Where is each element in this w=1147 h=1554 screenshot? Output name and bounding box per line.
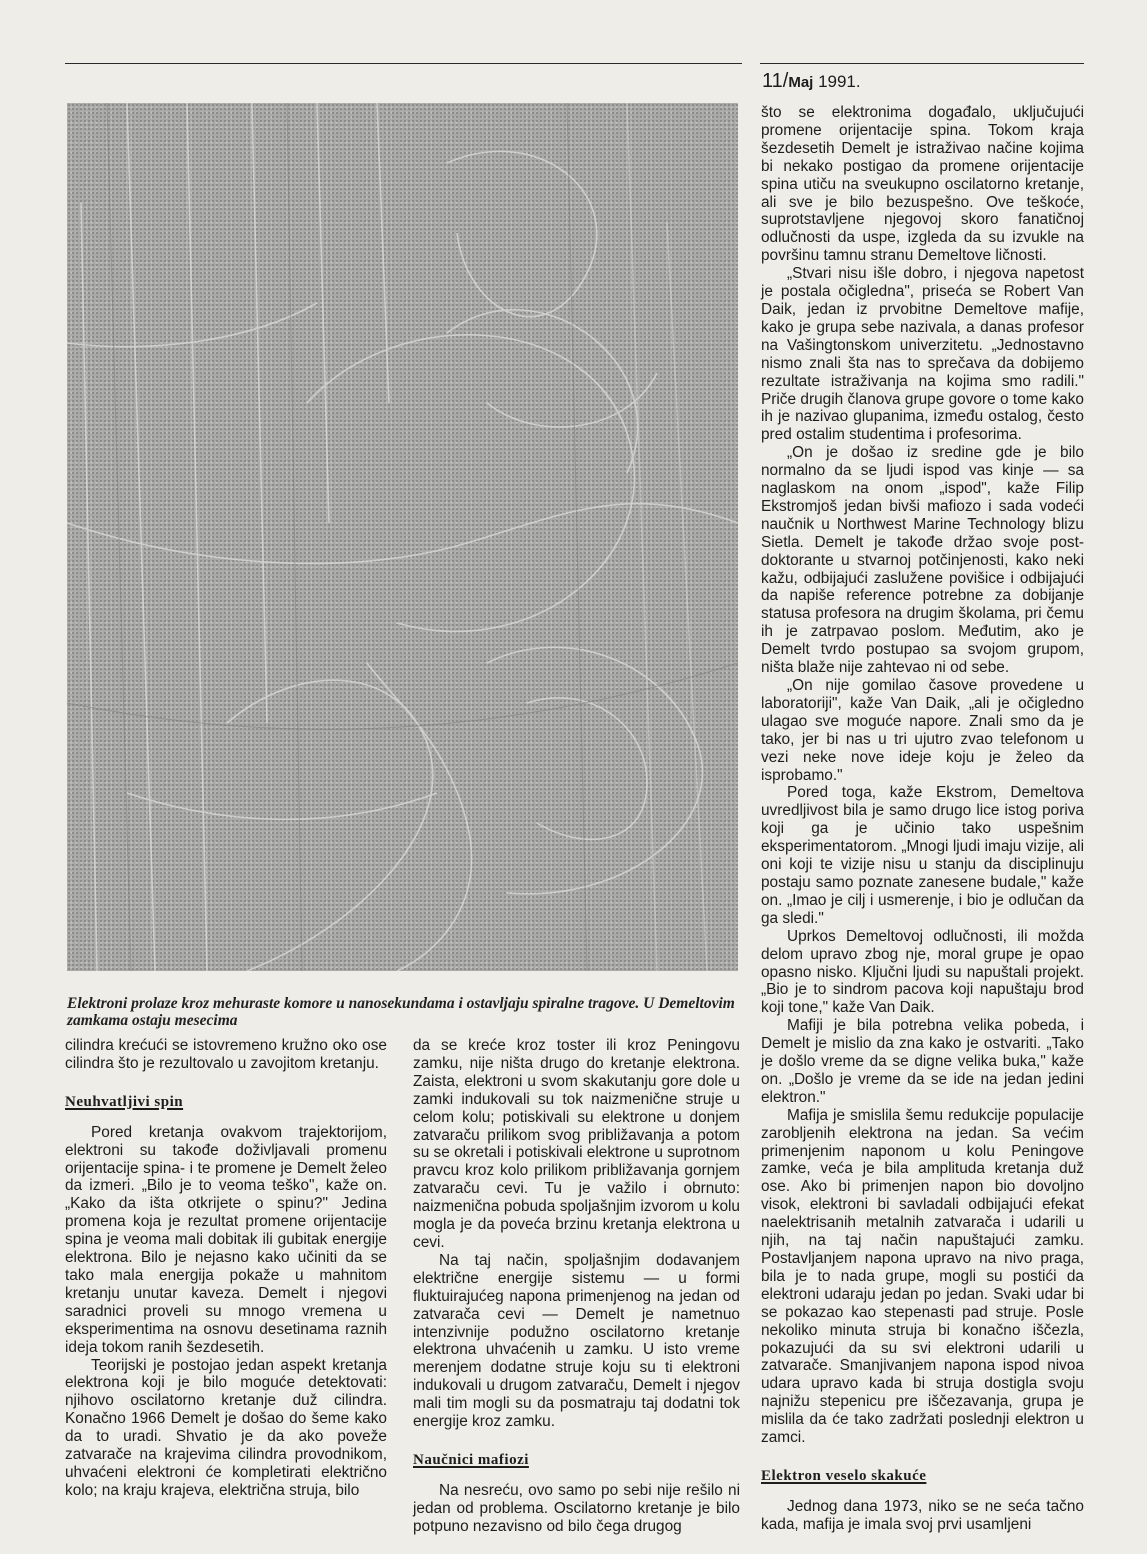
top-rule-left [65, 63, 742, 64]
paragraph: Pored kretanja ovakvom trajektorijom, elektroni su takođe doživljavali promenu orijentacije spina- i te promene je Demelt želeo da izmeri. „Bilo je to veoma teško", kaže on. „Kako da išta otkrijete o spinu?" Jedina promena koja je rezultat promene orijentacije spina je veoma mali dobitak ili gubitak energije elektrona. Bilo je nejasno kako učiniti da se tako mala energija pokaže u mahnitom kretanju unutar kaveza. Demelt i njegovi saradnici proveli su mnogo vremena u eksperimentima na osnovu desetinama raznih ideja tokom ranih šezdesetih. [65, 1123, 387, 1356]
paragraph: što se elektronima događalo, uključujući promene orijentacije spina. Tokom kraja šezdesetih Demelt je istraživao načine kojima bi nekako postigao da promene orijentacije spina utiču na sveukupno oscilatorno kretanje, ali sve je bilo bezuspešno. Ove teškoće, suprotstavljene njegovoj skoro fanatičnoj odlučnosti da uspe, izgleda da su izvukle na površinu tamnu stranu Demeltove ličnosti. [761, 104, 1084, 265]
paragraph: Na taj način, spoljašnjim dodavanjem električne energije sistemu — u formi fluktuirajućeg napona primenjenog na jedan od zatvarača cevi — Demelt je nametnuo intenzivnije podužno oscilatorno kretanje elektrona uhvaćenih u zamku. U isto vreme merenjem dodatne struje koju su ti elektroni indukovali u drugom zatvaraču, Demelt i njegov mali tim mogli su da posmatraju taj dodatni tok energije kroz zamku. [413, 1251, 740, 1431]
top-rule-right [760, 63, 1084, 64]
paragraph: „On je došao iz sredine gde je bilo normalno da se ljudi ispod vas kinje — sa naglaskom na onom „ispod", kaže Filip Ekstromjoš jedan bivši mafiozo i sada vodeći naučnik u Northwest Marine Technology blizu Sietla. Demelt je takođe držao svoje post-doktorante u stvarnoj potčinjenosti, kako neki kažu, odbijajući zaslužene povišice i odbijajući da napiše reference potrebne za dobijanje statusa profesora na drugim školama, pri čemu ih je zatrpavao poslom. Međutim, ako je Demelt tvrdo postupao sa svojom grupom, ništa blaže nije zahtevao ni od sebe. [761, 444, 1084, 677]
paragraph: Na nesreću, ovo samo po sebi nije rešilo ni jedan od problema. Oscilatorno kretanje je bilo potpuno nezavisno od bilo čega drugog [413, 1481, 740, 1535]
photo-caption: Elektroni prolaze kroz mehuraste komore u nanosekundama i ostavljaju spiralne tragove. U Demeltovim zamkama ostaju mesecima [67, 995, 735, 1029]
paragraph: „On nije gomilao časove provedene u laboratoriji", kaže Van Daik, „ali je očigledno ulagao sve moguće napore. Znali smo da je tako, jer bi nas u tri ujutro zvao telefonom u vezi neke nove ideje koju je želeo da isprobamo." [761, 677, 1084, 784]
column-3 [761, 104, 1084, 1534]
issue-month: Maj [788, 74, 814, 91]
section-heading-naucnici-mafiozi: Naučnici mafiozi [413, 1451, 529, 1468]
paragraph: Uprkos Demeltovoj odlučnosti, ili možda delom upravo zbog nje, moral grupe je opao opasno nisko. Ključni ljudi su napuštali projekt. „Bio je to sindrom pacova koji napuštaju brod koji tone," kaže Van Daik. [761, 927, 1084, 1017]
bubble-chamber-photo [67, 103, 738, 971]
section-heading-neuhvatljivi-spin: Neuhvatljivi spin [65, 1093, 184, 1110]
section-heading-elektron-veselo-skakuce: Elektron veselo skakuće [761, 1467, 927, 1484]
issue-number: 11/ [762, 70, 789, 92]
paragraph: da se kreće kroz toster ili kroz Peningovu zamku, nije ništa drugo do kretanje elektrona. Zaista, elektroni u svom skakutanju gore dole u zamki indukovali su tok naizmenične struje u celom kolu; potiskivali su elektrone u donjem zatvaraču prilikom svog približavanja a potom su se okretali i potiskivali elektrone u suprotnom pravcu kroz kolo prilikom približavanja gornjem zatvaraču cevi. Tu je važilo i obrnuto: naizmenična pobuda spoljašnjim izvorom u kolu mogla je da poveća brzinu kretanja elektrona u cevi. [413, 1037, 740, 1251]
spiral-tracks-overlay [67, 103, 738, 971]
paragraph: Mafiji je bila potrebna velika pobeda, i Demelt je mislio da zna kako je ostvariti. „Tako je došlo vreme da se digne velika buka," kaže on. „Došlo je vreme da se ide na jedan jedini elektron." [761, 1017, 1084, 1106]
paragraph: Teorijski je postojao jedan aspekt kretanja elektrona koji je bilo moguće detektovati: njihovo oscilatorno kretanje duž cilindra. Konačno 1966 Demelt je došao do šeme kako da to uradi. Shvatio je da ako poveže zatvarače na krajevima cilindra provodnikom, uhvaćeni elektroni će kompletirati električno kolo; na kraju krajeva, električna struja, bilo [65, 1356, 387, 1499]
issue-year: 1991. [813, 72, 861, 91]
issue-date [762, 70, 861, 93]
paragraph: Mafija je smislila šemu redukcije populacije zarobljenih elektrona na jedan. Sa većim primenjenim naponom u kolu Peningove zamke, veća je bila amplituda kretanja duž ose. Ako bi primenjen napon bio dovoljno visok, elektroni bi savladali odbijajući efekat naelektrisanih metalnih zatvarača i udarili u njih, na taj način napuštajući zamku. Postavljanjem napona upravo na nivo praga, bila je to nada grupe, mogli su postići da elektroni udaraju jedan po jedan. Svaki udar bi se pokazao kao stepenasti pad struje. Posle nekoliko minuta struja bi konačno iščezla, pokazujući da su svi elektroni udarili u zatvarače. Smanjivanjem napona ispod nivoa udara upravo kada bi struja dostigla svoju najnižu stepenicu pre iščezavanja, grupa je mislila da će tako zadržati poslednji elektron u zamci. [761, 1106, 1084, 1447]
paragraph: „Stvari nisu išle dobro, i njegova napetost je postala očigledna", priseća se Robert Van Daik, jedan iz prvobitne Demeltove mafije, kako je grupa sebe nazivala, a danas profesor na Vašingtonskom univerzitetu. „Jednostavno nismo znali šta nas to sprečava da dobijemo rezultate istraživanja na kojima smo radili." Priče drugih članova grupe govore o tome kako ih je nazivao glupanima, između ostalog, često pred ostalim studentima i profesorima. [761, 265, 1084, 444]
paragraph: cilindra krećući se istovremeno kružno oko ose cilindra što je rezultovalo u zavojitom kretanju. [65, 1037, 387, 1072]
paragraph: Jednog dana 1973, niko se ne seća tačno kada, mafija je imala svoj prvi usamljeni [761, 1497, 1084, 1533]
column-1 [65, 1037, 387, 1500]
paragraph: Pored toga, kaže Ekstrom, Demeltova uvredljivost bila je samo drugo lice istog poriva koji ga je učinio tako uspešnim eksperimentatorom. „Mnogi ljudi imaju vizije, ali oni koji te vizije nisu u stanju da disciplinuju postaju samo poznate zanesene budale," kaže on. „Imao je cilj i usmerenje, i bio je odlučan da ga sledi." [761, 784, 1084, 927]
column-2 [413, 1037, 740, 1536]
